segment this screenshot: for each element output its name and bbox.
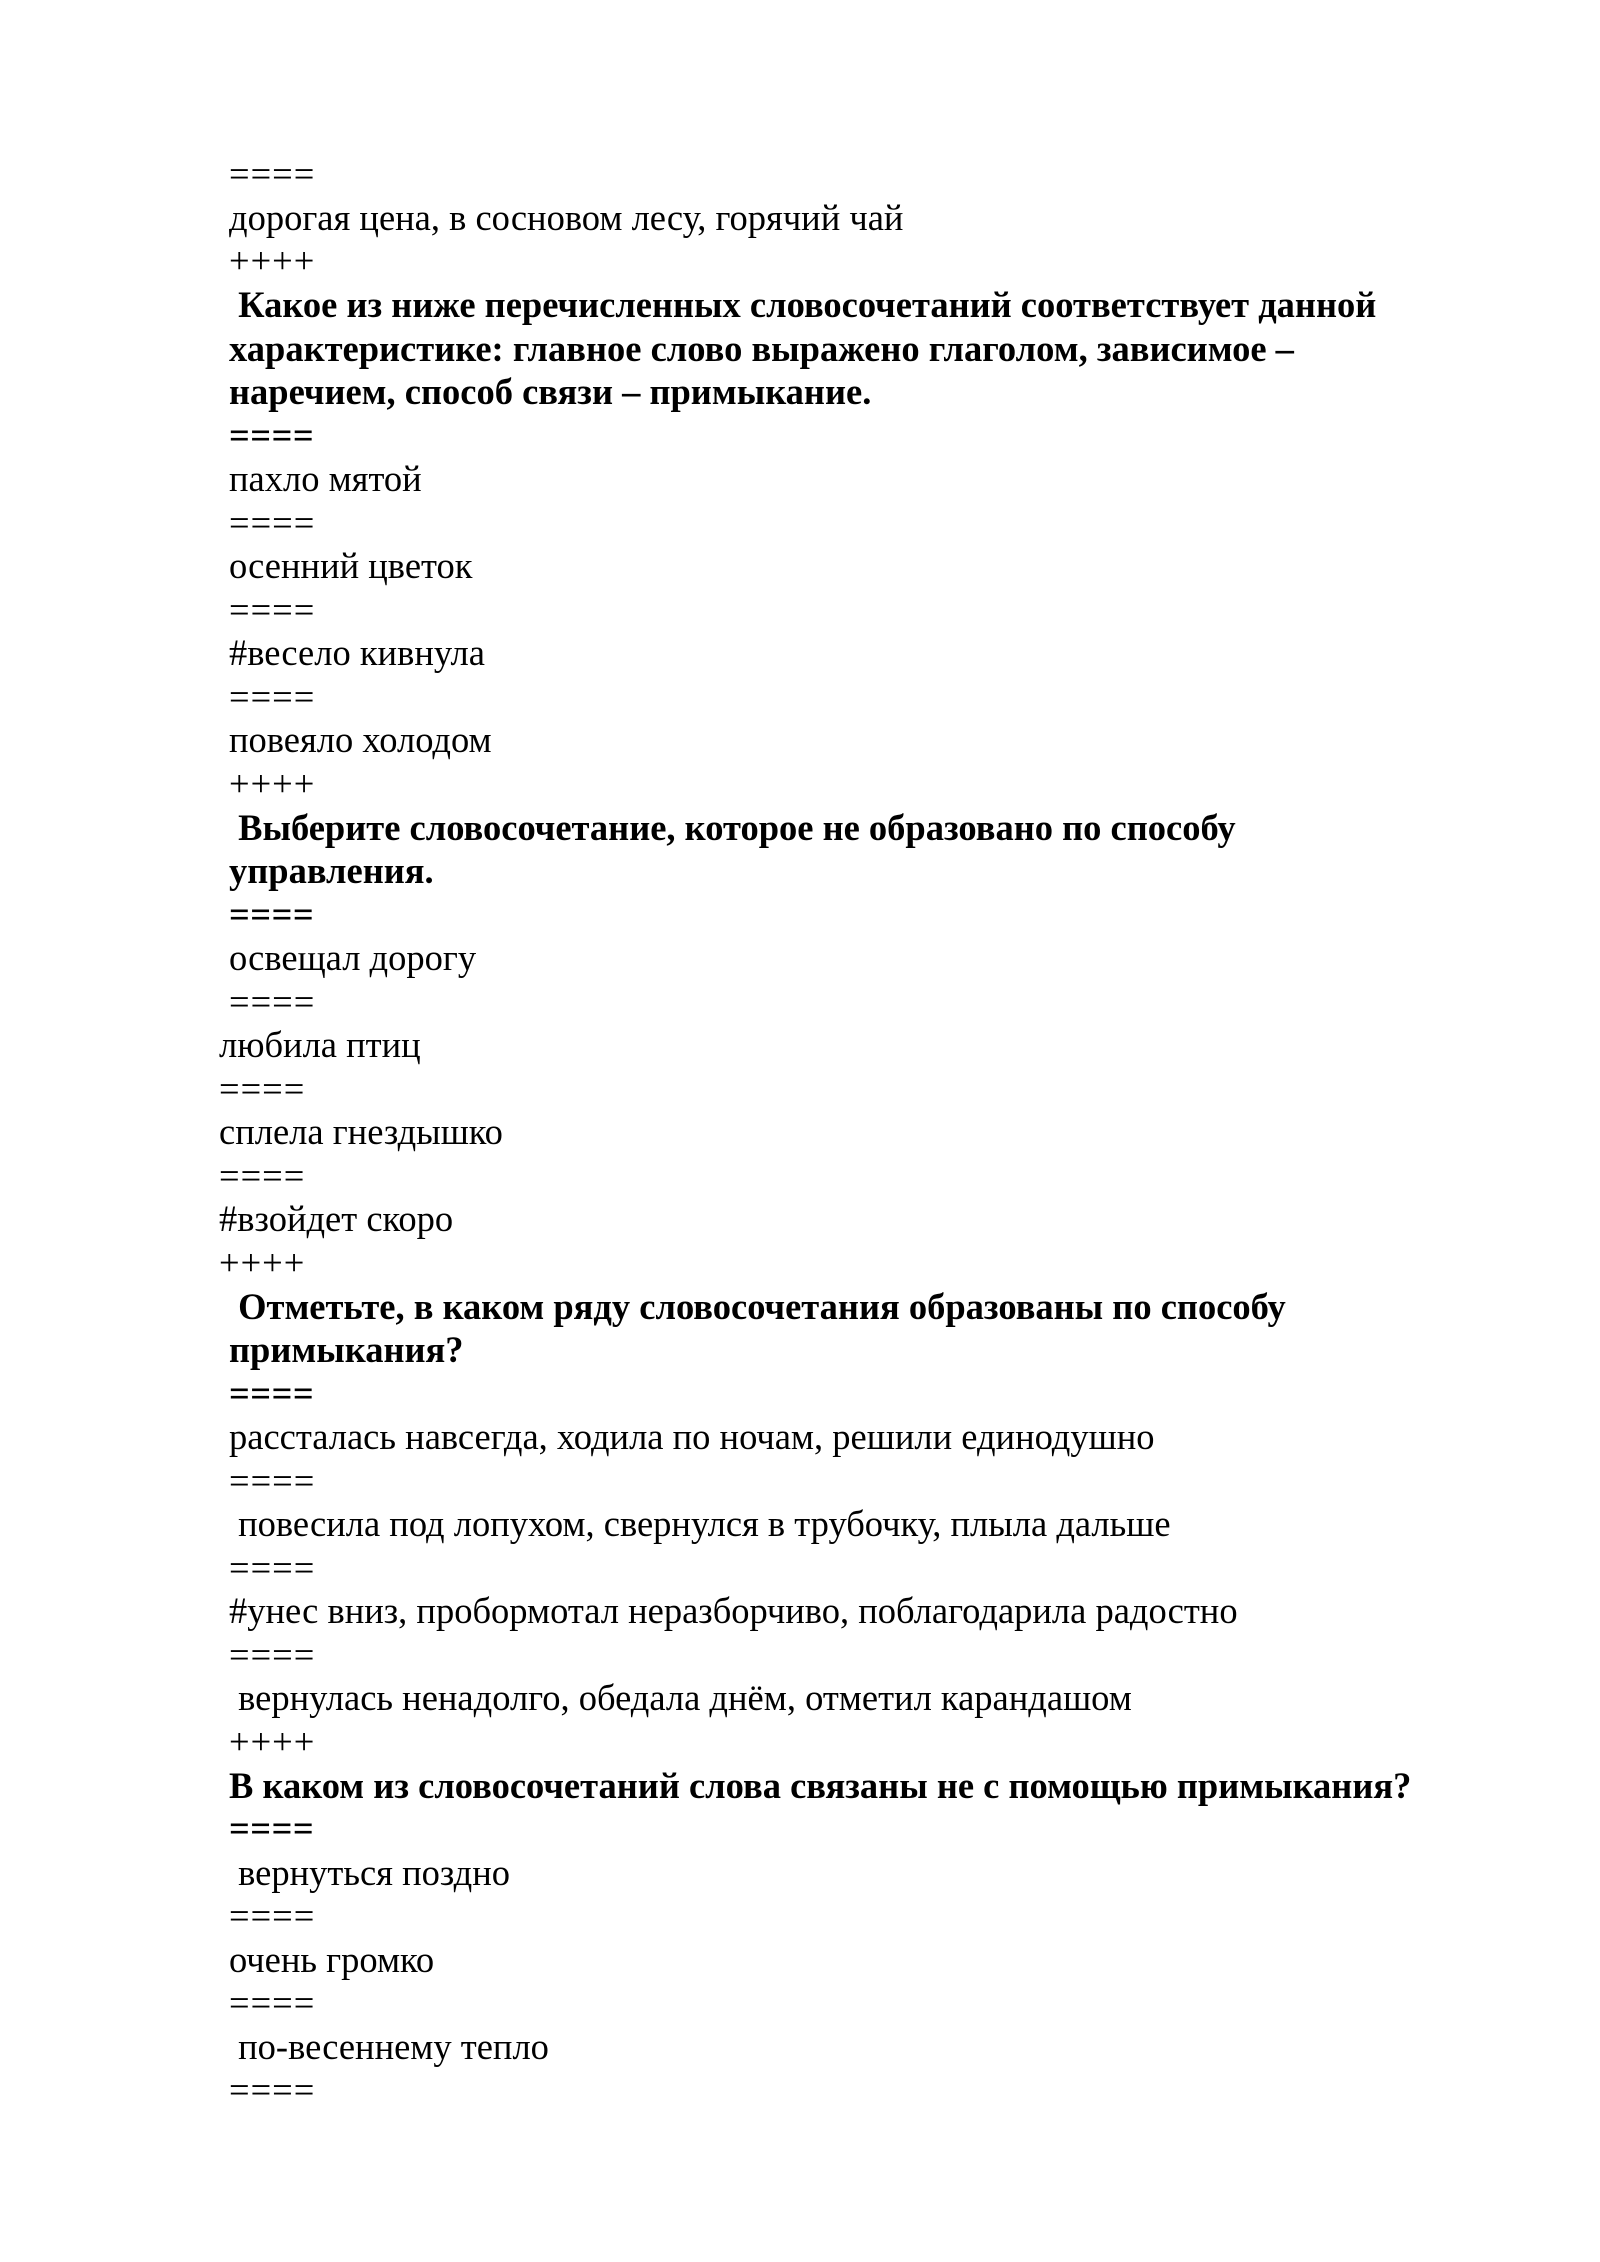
- question-text: управления.: [229, 850, 434, 891]
- answer-option: вернулась ненадолго, обедала днём, отметил карандашом: [229, 1677, 1132, 1718]
- answer-option: дорогая цена, в сосновом лесу, горячий чай: [229, 197, 904, 238]
- answer-option: очень громко: [229, 1939, 435, 1980]
- separator-equals: ====: [229, 1808, 315, 1849]
- separator-equals: ====: [229, 676, 316, 717]
- answer-option: рассталась навсегда, ходила по ночам, решили единодушно: [229, 1416, 1155, 1457]
- separator-plus: ++++: [229, 240, 316, 281]
- question-text: Какое из ниже перечисленных словосочетаний соответствует данной: [229, 284, 1377, 325]
- answer-option-correct: #взойдет скоро: [219, 1198, 454, 1239]
- answer-option: пахло мятой: [229, 458, 422, 499]
- separator-equals: ====: [229, 1895, 316, 1936]
- separator-plus: ++++: [229, 763, 316, 804]
- question-text: наречием, способ связи – примыкание.: [229, 371, 872, 412]
- answer-option: сплела гнездышко: [219, 1111, 503, 1152]
- answer-option: вернуться поздно: [229, 1852, 510, 1893]
- answer-option: повесила под лопухом, свернулся в трубочку, плыла дальше: [229, 1503, 1171, 1544]
- question-text: примыкания?: [229, 1329, 464, 1370]
- separator-equals: ====: [229, 894, 315, 935]
- answer-option: освещал дорогу: [229, 937, 477, 978]
- separator-equals: ====: [229, 1982, 316, 2023]
- separator-equals: ====: [229, 1634, 316, 1675]
- separator-equals: ====: [229, 981, 316, 1022]
- question-text: В каком из словосочетаний слова связаны не с помощью примыкания?: [229, 1765, 1412, 1806]
- separator-equals: ====: [219, 1068, 306, 1109]
- separator-equals: ====: [229, 502, 316, 543]
- question-text: Выберите словосочетание, которое не образовано по способу: [229, 807, 1236, 848]
- question-text: Отметьте, в каком ряду словосочетания образованы по способу: [229, 1286, 1286, 1327]
- separator-equals: ====: [229, 2069, 316, 2110]
- answer-option: по-весеннему тепло: [229, 2026, 549, 2067]
- answer-option-correct: #весело кивнула: [229, 632, 485, 673]
- separator-plus: ++++: [219, 1242, 306, 1283]
- answer-option: любила птиц: [219, 1024, 421, 1065]
- separator-equals: ====: [229, 1373, 315, 1414]
- answer-option: повеяло холодом: [229, 719, 492, 760]
- answer-option-correct: #унес вниз, пробормотал неразборчиво, поблагодарила радостно: [229, 1590, 1238, 1631]
- separator-equals: ====: [229, 153, 316, 194]
- separator-equals: ====: [229, 1460, 316, 1501]
- separator-equals: ====: [219, 1155, 306, 1196]
- separator-equals: ====: [229, 415, 315, 456]
- question-text: характеристике: главное слово выражено глаголом, зависимое –: [229, 328, 1294, 369]
- separator-plus: ++++: [229, 1721, 316, 1762]
- separator-equals: ====: [229, 589, 316, 630]
- separator-equals: ====: [229, 1547, 316, 1588]
- answer-option: осенний цветок: [229, 545, 473, 586]
